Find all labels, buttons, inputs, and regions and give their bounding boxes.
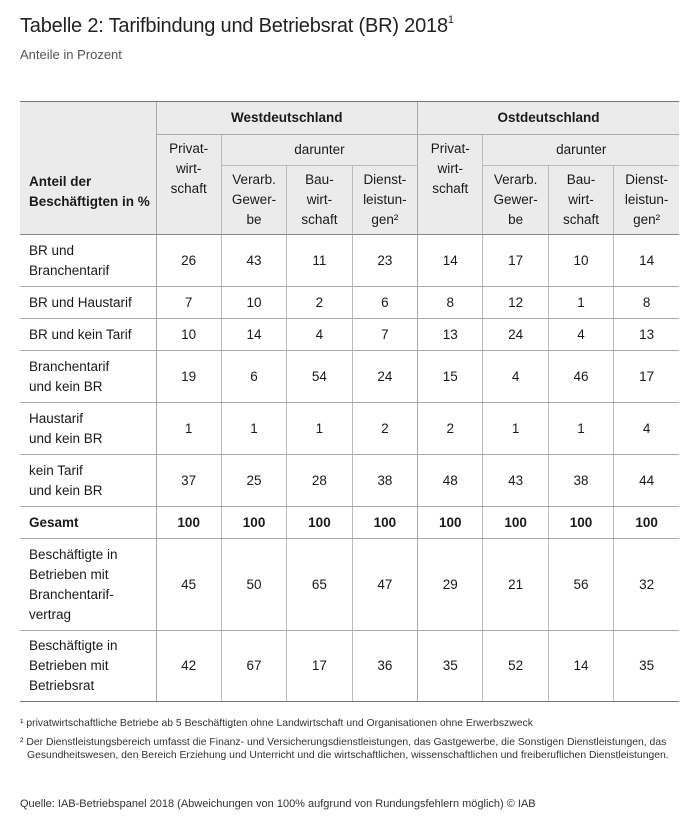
row-label: kein Tarif und kein BR xyxy=(20,455,156,507)
data-table xyxy=(20,101,679,702)
value-cell: 7 xyxy=(156,287,221,319)
value-cell: 6 xyxy=(352,287,417,319)
value-cell: 28 xyxy=(287,455,352,507)
value-cell: 29 xyxy=(418,539,483,631)
value-cell: 48 xyxy=(418,455,483,507)
col-header-manufacturing-east: Verarb. Gewer- be xyxy=(483,166,548,235)
value-cell: 2 xyxy=(418,403,483,455)
value-cell: 8 xyxy=(418,287,483,319)
value-cell: 47 xyxy=(352,539,417,631)
table-subtitle: Anteile in Prozent xyxy=(20,47,122,62)
value-cell: 43 xyxy=(221,235,286,287)
value-cell: 10 xyxy=(156,319,221,351)
row-label: Gesamt xyxy=(20,507,156,539)
value-cell: 12 xyxy=(483,287,548,319)
value-cell: 14 xyxy=(418,235,483,287)
value-cell: 1 xyxy=(287,403,352,455)
row-label: Beschäftigte in Betrieben mit Betriebsrat xyxy=(20,631,156,702)
row-label-header: Anteil der Beschäftigten in % xyxy=(20,102,156,235)
table-row xyxy=(20,631,679,702)
value-cell: 8 xyxy=(614,287,679,319)
value-cell: 26 xyxy=(156,235,221,287)
value-cell: 24 xyxy=(483,319,548,351)
row-label: BR und Branchentarif xyxy=(20,235,156,287)
value-cell: 11 xyxy=(287,235,352,287)
value-cell: 42 xyxy=(156,631,221,702)
value-cell: 13 xyxy=(418,319,483,351)
value-cell: 4 xyxy=(614,403,679,455)
value-cell: 10 xyxy=(221,287,286,319)
value-cell: 52 xyxy=(483,631,548,702)
table-row xyxy=(20,319,679,351)
row-label: Beschäftigte in Betrieben mit Branchentarif- vertrag xyxy=(20,539,156,631)
row-label: Haustarif und kein BR xyxy=(20,403,156,455)
value-cell: 14 xyxy=(614,235,679,287)
value-cell: 43 xyxy=(483,455,548,507)
value-cell: 19 xyxy=(156,351,221,403)
value-cell: 100 xyxy=(221,507,286,539)
table-row xyxy=(20,235,679,287)
value-cell: 100 xyxy=(287,507,352,539)
footnote-1: ¹ privatwirtschaftliche Betriebe ab 5 Beschäftigten ohne Landwirtschaft und Organisationen ohne Erwerbszweck xyxy=(20,718,533,729)
value-cell: 4 xyxy=(483,351,548,403)
value-cell: 4 xyxy=(287,319,352,351)
value-cell: 100 xyxy=(418,507,483,539)
row-label: BR und kein Tarif xyxy=(20,319,156,351)
value-cell: 23 xyxy=(352,235,417,287)
value-cell: 10 xyxy=(548,235,613,287)
value-cell: 13 xyxy=(614,319,679,351)
col-header-construction-east: Bau- wirt- schaft xyxy=(548,166,613,235)
table-row xyxy=(20,539,679,631)
value-cell: 1 xyxy=(221,403,286,455)
row-label: BR und Haustarif xyxy=(20,287,156,319)
value-cell: 17 xyxy=(287,631,352,702)
value-cell: 17 xyxy=(614,351,679,403)
value-cell: 56 xyxy=(548,539,613,631)
value-cell: 100 xyxy=(614,507,679,539)
table-row xyxy=(20,287,679,319)
value-cell: 4 xyxy=(548,319,613,351)
footnotes xyxy=(20,717,682,768)
value-cell: 37 xyxy=(156,455,221,507)
value-cell: 24 xyxy=(352,351,417,403)
table-row-total xyxy=(20,507,679,539)
value-cell: 44 xyxy=(614,455,679,507)
value-cell: 100 xyxy=(156,507,221,539)
value-cell: 35 xyxy=(418,631,483,702)
value-cell: 35 xyxy=(614,631,679,702)
value-cell: 1 xyxy=(156,403,221,455)
group-header-west: Westdeutschland xyxy=(156,102,418,135)
col-header-manufacturing-west: Verarb. Gewer- be xyxy=(221,166,286,235)
table-row xyxy=(20,455,679,507)
value-cell: 1 xyxy=(548,287,613,319)
group-header-east: Ostdeutschland xyxy=(418,102,680,135)
row-label: Branchentarif und kein BR xyxy=(20,351,156,403)
table-header xyxy=(20,102,679,235)
table-row xyxy=(20,351,679,403)
value-cell: 50 xyxy=(221,539,286,631)
table-title xyxy=(20,15,454,38)
title-footnote-mark: 1 xyxy=(447,14,454,26)
value-cell: 46 xyxy=(548,351,613,403)
value-cell: 6 xyxy=(221,351,286,403)
value-cell: 15 xyxy=(418,351,483,403)
title-text: Tabelle 2: Tarifbindung und Betriebsrat (BR) 2018 xyxy=(20,15,448,37)
col-header-private-east: Privat- wirt- schaft xyxy=(418,135,483,235)
value-cell: 36 xyxy=(352,631,417,702)
value-cell: 2 xyxy=(287,287,352,319)
value-cell: 67 xyxy=(221,631,286,702)
table-row xyxy=(20,403,679,455)
value-cell: 54 xyxy=(287,351,352,403)
value-cell: 14 xyxy=(548,631,613,702)
value-cell: 1 xyxy=(483,403,548,455)
value-cell: 17 xyxy=(483,235,548,287)
col-header-services-west: Dienst- leistun- gen² xyxy=(352,166,417,235)
value-cell: 1 xyxy=(548,403,613,455)
value-cell: 14 xyxy=(221,319,286,351)
table-body xyxy=(20,235,679,702)
col-header-private-west: Privat- wirt- schaft xyxy=(156,135,221,235)
value-cell: 25 xyxy=(221,455,286,507)
value-cell: 100 xyxy=(483,507,548,539)
darunter-west: darunter xyxy=(221,135,417,166)
value-cell: 45 xyxy=(156,539,221,631)
value-cell: 7 xyxy=(352,319,417,351)
col-header-construction-west: Bau- wirt- schaft xyxy=(287,166,352,235)
value-cell: 32 xyxy=(614,539,679,631)
value-cell: 38 xyxy=(548,455,613,507)
footnote-2: ² Der Dienstleistungsbereich umfasst die Finanz- und Versicherungsdienstleistungen, das Gastgewerbe, die Sonstigen Dienstleistungen, das Gesundheitswesen, den Bereich Erziehung und Unterricht und die wirtschaftlichen, wissenschaftlichen und freiberuflichen Dienstleistungen. xyxy=(20,736,669,761)
value-cell: 65 xyxy=(287,539,352,631)
col-header-services-east: Dienst- leistun- gen² xyxy=(614,166,679,235)
source-line: Quelle: IAB-Betriebspanel 2018 (Abweichungen von 100% aufgrund von Rundungsfehlern möglich) © IAB xyxy=(20,798,536,810)
value-cell: 2 xyxy=(352,403,417,455)
value-cell: 100 xyxy=(352,507,417,539)
value-cell: 21 xyxy=(483,539,548,631)
darunter-east: darunter xyxy=(483,135,679,166)
value-cell: 38 xyxy=(352,455,417,507)
value-cell: 100 xyxy=(548,507,613,539)
